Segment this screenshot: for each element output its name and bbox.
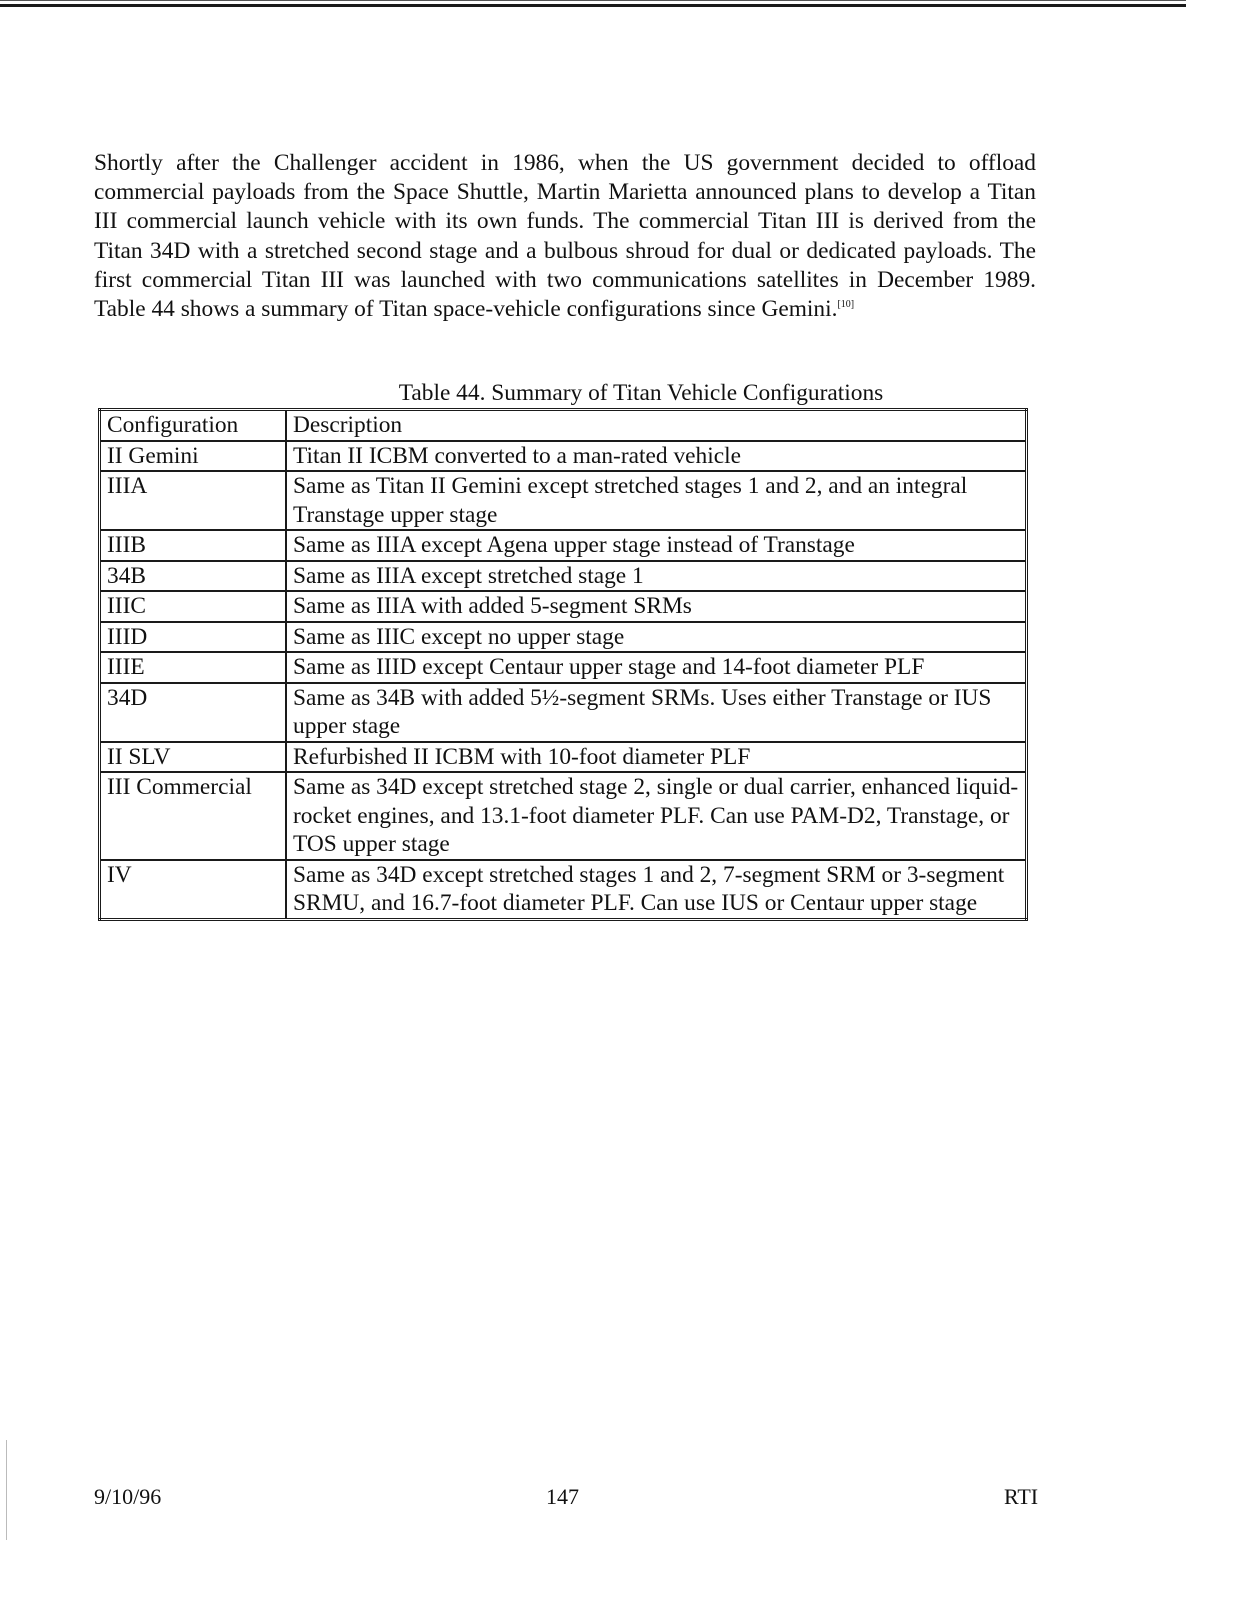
header-description: Description <box>286 410 1027 441</box>
description-cell: Same as 34D except stretched stage 2, single or dual carrier, enhanced liquid-rocket engines, and 13.1-foot diameter PLF. Can use PAM-D2, Transtage, or TOS upper stage <box>286 772 1027 860</box>
configuration-cell: II Gemini <box>100 441 287 472</box>
table-row <box>100 860 1027 920</box>
configuration-cell: IIID <box>100 622 287 653</box>
footer-date: 9/10/96 <box>94 1484 162 1509</box>
footer-page-number: 147 <box>546 1484 579 1509</box>
description-cell: Titan II ICBM converted to a man-rated vehicle <box>286 441 1027 472</box>
description-cell: Same as IIIA except Agena upper stage instead of Transtage <box>286 530 1027 561</box>
configuration-cell: III Commercial <box>100 772 287 860</box>
configuration-cell: II SLV <box>100 742 287 773</box>
table-row <box>100 471 1027 530</box>
configuration-cell: IIIE <box>100 652 287 683</box>
body-paragraph <box>94 149 1036 324</box>
scan-margin-mark <box>6 1440 7 1540</box>
table-row <box>100 772 1027 860</box>
header-rule-thin <box>0 0 1186 1</box>
configuration-cell: 34B <box>100 561 287 592</box>
table-caption <box>0 379 1240 407</box>
header-rule <box>0 4 1186 7</box>
table-row <box>100 683 1027 742</box>
configuration-cell: IIIA <box>100 471 287 530</box>
table-row <box>100 561 1027 592</box>
description-cell: Same as IIIC except no upper stage <box>286 622 1027 653</box>
description-cell: Same as IIIA except stretched stage 1 <box>286 561 1027 592</box>
configuration-cell: IV <box>100 860 287 920</box>
description-cell: Same as Titan II Gemini except stretched stages 1 and 2, and an integral Transtage upper stage <box>286 471 1027 530</box>
footer-organization: RTI <box>1004 1484 1039 1509</box>
table-row <box>100 441 1027 472</box>
table-header-row <box>100 410 1027 441</box>
titan-configurations-table <box>98 408 1028 921</box>
description-cell: Same as IIID except Centaur upper stage and 14-foot diameter PLF <box>286 652 1027 683</box>
paragraph-text: Shortly after the Challenger accident in 1986, when the US government decided to offload commercial payloads from the Space Shuttle, Martin Marietta announced plans to develop a Titan III commercial launch vehicle with its own funds. The commercial Titan III is derived from the Titan 34D with a stretched second stage and a bulbous shroud for dual or dedicated payloads. The first commercial Titan III was launched with two communications satellites in December 1989. Table 44 shows a summary of Titan space-vehicle configurations since Gemini. <box>94 150 1036 323</box>
description-cell: Same as 34D except stretched stages 1 and 2, 7-segment SRM or 3-segment SRMU, and 16.7-foot diameter PLF. Can use IUS or Centaur upper stage <box>286 860 1027 920</box>
table-caption-text: Table 44. Summary of Titan Vehicle Configurations <box>398 380 884 406</box>
configuration-cell: 34D <box>100 683 287 742</box>
table-row <box>100 652 1027 683</box>
configuration-cell: IIIC <box>100 591 287 622</box>
table-row <box>100 622 1027 653</box>
header-configuration: Configuration <box>100 410 287 441</box>
configuration-cell: IIIB <box>100 530 287 561</box>
description-cell: Refurbished II ICBM with 10-foot diameter PLF <box>286 742 1027 773</box>
description-cell: Same as IIIA with added 5-segment SRMs <box>286 591 1027 622</box>
table-row <box>100 530 1027 561</box>
description-cell: Same as 34B with added 5½-segment SRMs. Uses either Transtage or IUS upper stage <box>286 683 1027 742</box>
table-body <box>100 441 1027 920</box>
table-row <box>100 742 1027 773</box>
citation-reference: [10] <box>837 299 855 311</box>
table-row <box>100 591 1027 622</box>
